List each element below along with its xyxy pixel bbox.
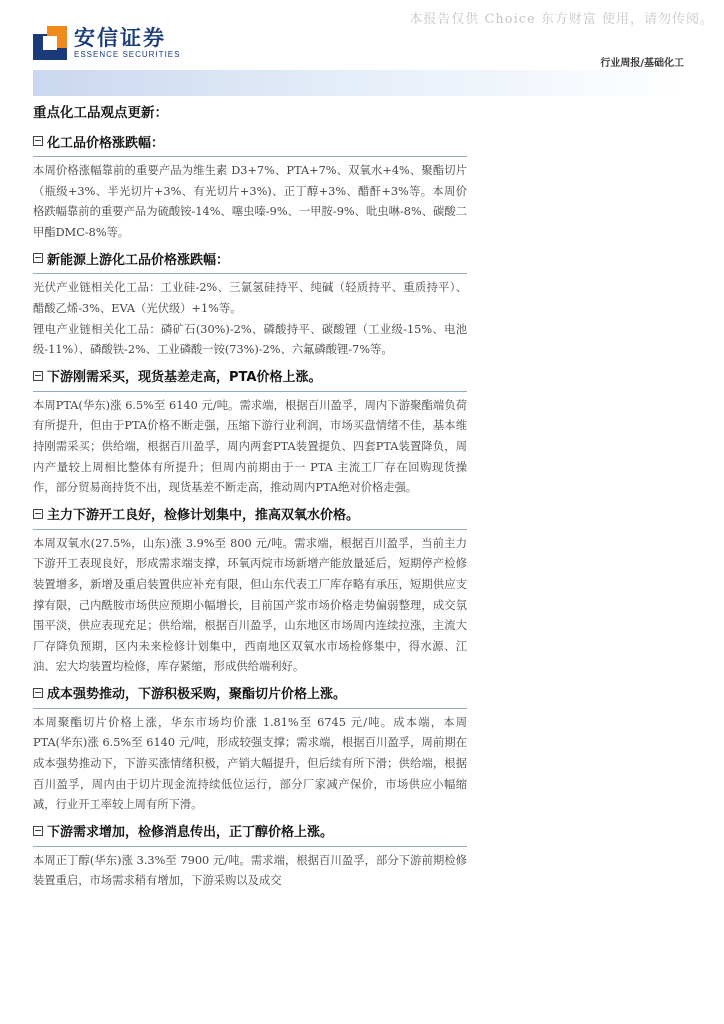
section-heading — [33, 365, 467, 387]
section-title: 主力下游开工良好，检修计划集中，推高双氧水价格。 — [47, 508, 360, 524]
logo-english-name: ESSENCE SECURITIES — [74, 50, 181, 59]
section — [33, 247, 467, 360]
section-heading — [33, 682, 467, 704]
section-divider — [33, 708, 467, 709]
section-bullet-icon — [33, 509, 43, 519]
section-heading — [33, 503, 467, 525]
section — [33, 365, 467, 499]
section-title: 成本强势推动，下游积极采购，聚酯切片价格上涨。 — [47, 687, 347, 703]
section — [33, 682, 467, 816]
logo-mark-icon — [33, 26, 67, 60]
section — [33, 503, 467, 678]
section-paragraph: 本周正丁醇(华东)涨 3.3%至 7900 元/吨。需求端，根据百川盈孚，部分下游前期检修装置重启，市场需求稍有增加，下游采购以及成交 — [33, 853, 467, 888]
section-bullet-icon — [33, 371, 43, 381]
section-bullet-icon — [33, 826, 43, 836]
section-paragraph: 本周双氧水(27.5%，山东)涨 3.9%至 800 元/吨。需求端，根据百川盈孚，当前主力下游开工表现良好，形成需求端支撑，环氧丙烷市场新增产能放量延后，短期停产检修装置增多，新增及重启装置供应补充有限，但山东代表工厂库存略有承压，短期供应支撑有限，己内酰胺市场供应预期小幅增长，目前国产浆市场价格走势偏弱整理，成交氛围平淡，供应表现充足；供给端，根据百川盈孚，山东地区市场周内连续拉涨，主流大厂存降负预期，区内未来检修计划集中，西南地区双氧水市场检修集中，得水源、江油、宏大均装置均检修，库存紧缩，形成供给端利好。 — [33, 536, 467, 674]
section-divider — [33, 156, 467, 157]
section — [33, 130, 467, 243]
section-title: 下游需求增加，检修消息传出，正丁醇价格上涨。 — [47, 825, 334, 841]
section-divider — [33, 273, 467, 274]
company-logo — [33, 26, 180, 60]
section-title: 下游刚需采买，现货基差走高，PTA价格上涨。 — [47, 370, 322, 386]
section-paragraph: 本周聚酯切片价格上涨，华东市场均价涨 1.81%至 6745 元/吨。成本端，本周 PTA(华东)涨 6.5%至 6140 元/吨，形成较强支撑；需求端，根据百川盈孚，周前期在成本强势推动下，下游买涨情绪积极，产销大幅提升，但后续有所下滑；供给端，根据百川盈孚，周内由于切片现金流持续低位运行，部分厂家减产保价，市场供应小幅缩减，行业开工率较上周有所下滑。 — [33, 715, 467, 812]
section-divider — [33, 846, 467, 847]
section-bullet-icon — [33, 136, 43, 146]
section-title: 化工品价格涨跌幅： — [47, 135, 165, 151]
section-paragraph: 本周价格涨幅靠前的重要产品为维生素 D3+7%、PTA+7%、双氧水+4%、聚酯切片（瓶级+3%、半光切片+3%、有光切片+3%)、正丁醇+3%、醋酐+3%等。本周价格跌幅靠前的重要产品为硫酸铵-14%、噻虫嗪-9%、一甲胺-9%、吡虫啉-8%、碳酸二甲酯DMC-8%等。 — [33, 164, 467, 239]
section — [33, 820, 467, 892]
header-band — [33, 70, 688, 96]
sections-list — [33, 130, 467, 892]
report-category: 行业周报/基础化工 — [600, 58, 684, 69]
section-paragraph: 光伏产业链相关化工品：工业硅-2%、三氯氢硅持平、纯碱（轻质持平、重质持平）、醋酸乙烯-3%、EVA（光伏级）+1%等。 — [33, 281, 467, 315]
section-heading — [33, 820, 467, 842]
section-heading — [33, 130, 467, 152]
section-heading — [33, 247, 467, 269]
section-divider — [33, 529, 467, 530]
section-title: 新能源上游化工品价格涨跌幅： — [47, 252, 230, 268]
page-title: 重点化工品观点更新： — [33, 105, 168, 121]
watermark-text: 本报告仅供 Choice 东方财富 使用，请勿传阅。 — [409, 12, 714, 27]
section-divider — [33, 391, 467, 392]
report-body — [33, 103, 467, 896]
section-bullet-icon — [33, 688, 43, 698]
section-paragraph: 本周PTA(华东)涨 6.5%至 6140 元/吨。需求端，根据百川盈孚，周内下游聚酯端负荷有所提升，但由于PTA价格不断走强，压缩下游行业利润，市场买盘情绪不佳，基本维持刚需采买；供给端，根据百川盈孚，周内两套PTA装置提负、四套PTA装置降负，周内产量较上周相比整体有所提升；但周内前期由于一 PTA 主流工厂存在回购现货操作，部分贸易商持货不出，现货基差不断走高，推动周内PTA绝对价格走强。 — [33, 398, 467, 495]
section-bullet-icon — [33, 253, 43, 263]
section-paragraph: 锂电产业链相关化工品：磷矿石(30%)-2%、磷酸持平、碳酸锂（工业级-15%、电池级-11%）、磷酸铁-2%、工业磷酸一铵(73%)-2%、六氟磷酸锂-7%等。 — [33, 322, 467, 357]
logo-chinese-name: 安信证券 — [74, 26, 166, 50]
